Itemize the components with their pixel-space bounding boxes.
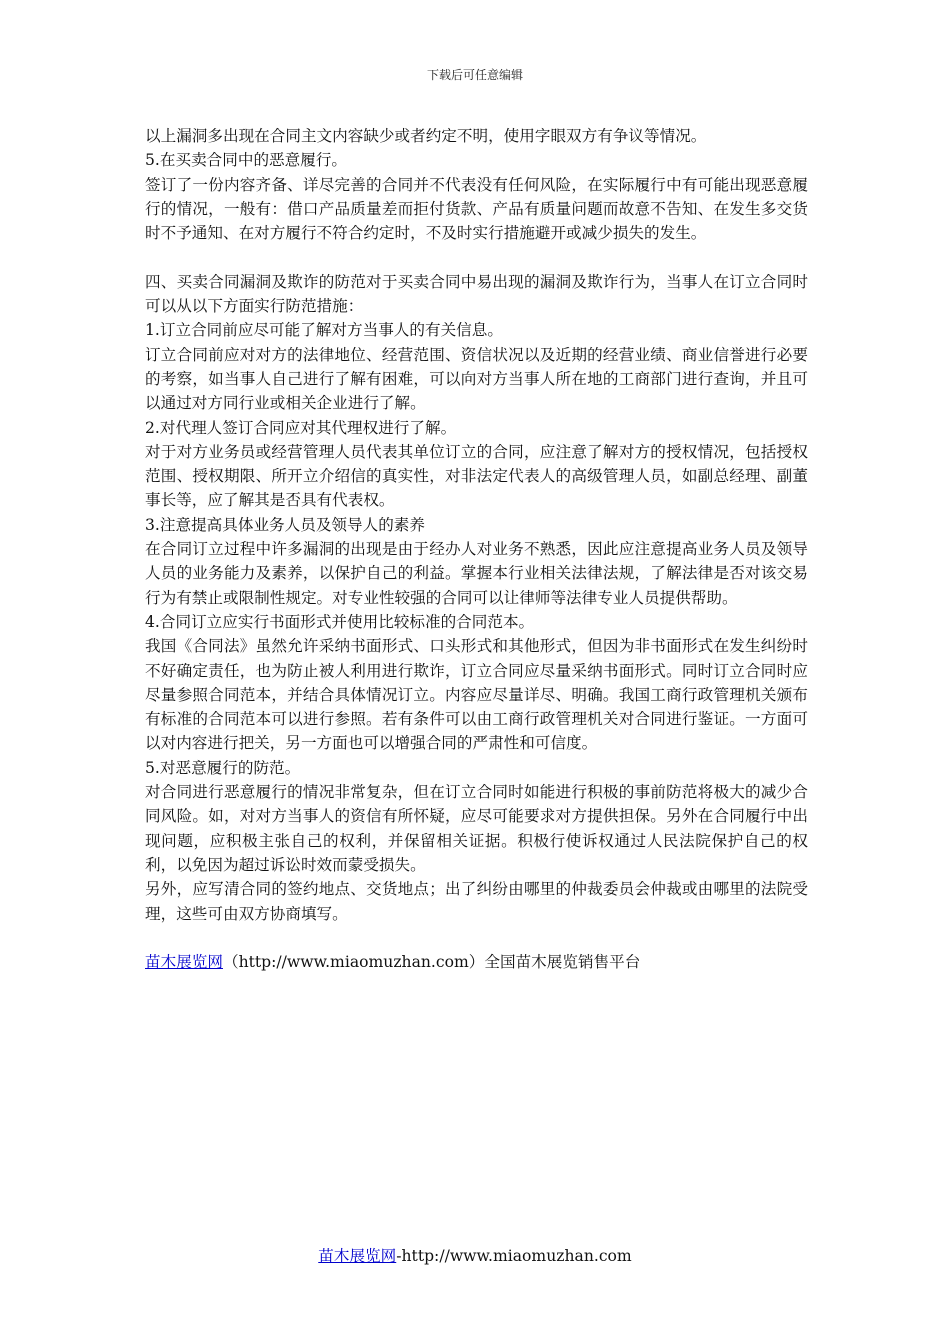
- blank-line: [145, 926, 808, 950]
- section-heading: 2.对代理人签订合同应对其代理权进行了解。: [145, 418, 457, 437]
- page-header: 下载后可任意编辑: [426, 68, 523, 82]
- promo-site-link[interactable]: 苗木展览网: [145, 953, 223, 972]
- section-heading: 5.对恶意履行的防范。: [145, 758, 301, 777]
- paragraph: 订立合同前应对对方的法律地位、经营范围、资信状况以及近期的经营业绩、商业信誉进行必要的考察，如当事人自己进行了解有困难，可以向对方当事人所在地的工商部门进行查询，并且可以通过对方同行业或相关企业进行了解。: [145, 345, 808, 413]
- footer-url-text: -http://www.miaomuzhan.com: [396, 1247, 632, 1265]
- paragraph: 以上漏洞多出现在合同主文内容缺少或者约定不明，使用字眼双方有争议等情况。: [145, 127, 707, 145]
- paragraph: 在合同订立过程中许多漏洞的出现是由于经办人对业务不熟悉，因此应注意提高业务人员及领导人员的业务能力及素养，以保护自己的利益。掌握本行业相关法律法规，了解法律是否对该交易行为有禁止或限制性规定。对专业性较强的合同可以让律师等法律专业人员提供帮助。: [145, 540, 808, 607]
- section-heading: 4.合同订立应实行书面形式并使用比较标准的合同范本。: [145, 612, 535, 631]
- paragraph: 我国《合同法》虽然允许采纳书面形式、口头形式和其他形式，但因为非书面形式在发生纠纷时不好确定责任，也为防止被人利用进行欺诈，订立合同应尽量采纳书面形式。同时订立合同时应尽量参照合同范本，并结合具体情况订立。内容应尽量详尽、明确。我国工商行政管理机关颁布有标准的合同范本可以进行参照。若有条件可以由工商行政管理机关对合同进行鉴证。一方面可以对内容进行把关，另一方面也可以增强合同的严肃性和可信度。: [145, 637, 808, 753]
- paragraph: 另外，应写清合同的签约地点、交货地点；出了纠纷由哪里的仲裁委员会仲裁或由哪里的法院受理，这些可由双方协商填写。: [145, 880, 808, 923]
- promo-text: （http://www.miaomuzhan.com）全国苗木展览销售平台: [222, 953, 641, 972]
- page-footer: [0, 1244, 950, 1266]
- document-body: [145, 124, 808, 974]
- section-heading: 3.注意提高具体业务人员及领导人的素养: [145, 515, 425, 534]
- section-heading: 5.在买卖合同中的恶意履行。: [145, 151, 348, 170]
- promo-line: [145, 950, 808, 974]
- blank-line: [145, 245, 808, 269]
- paragraph: 对合同进行恶意履行的情况非常复杂，但在订立合同时如能进行积极的事前防范将极大的减少合同风险。如，对对方当事人的资信有所怀疑，应尽可能要求对方提供担保。另外在合同履行中出现问题，应积极主张自己的权利，并保留相关证据。积极行使诉权通过人民法院保护自己的权利，以免因为超过诉讼时效而蒙受损失。: [145, 783, 808, 874]
- section-heading: 1.订立合同前应尽可能了解对方当事人的有关信息。: [145, 321, 503, 340]
- paragraph: 对于对方业务员或经营管理人员代表其单位订立的合同，应注意了解对方的授权情况，包括授权范围、授权期限、所开立介绍信的真实性，对非法定代表人的高级管理人员，如副总经理、副董事长等，应了解其是否具有代表权。: [145, 442, 808, 510]
- footer-site-link[interactable]: 苗木展览网: [318, 1247, 397, 1265]
- paragraph: 签订了一份内容齐备、详尽完善的合同并不代表没有任何风险，在实际履行中有可能出现恶意履行的情况，一般有：借口产品质量差而拒付货款、产品有质量问题而故意不告知、在发生多交货时不予通知、在对方履行不符合约定时，不及时实行措施避开或减少损失的发生。: [145, 175, 808, 243]
- paragraph: 四、买卖合同漏洞及欺诈的防范对于买卖合同中易出现的漏洞及欺诈行为，当事人在订立合同时可以从以下方面实行防范措施：: [145, 272, 808, 316]
